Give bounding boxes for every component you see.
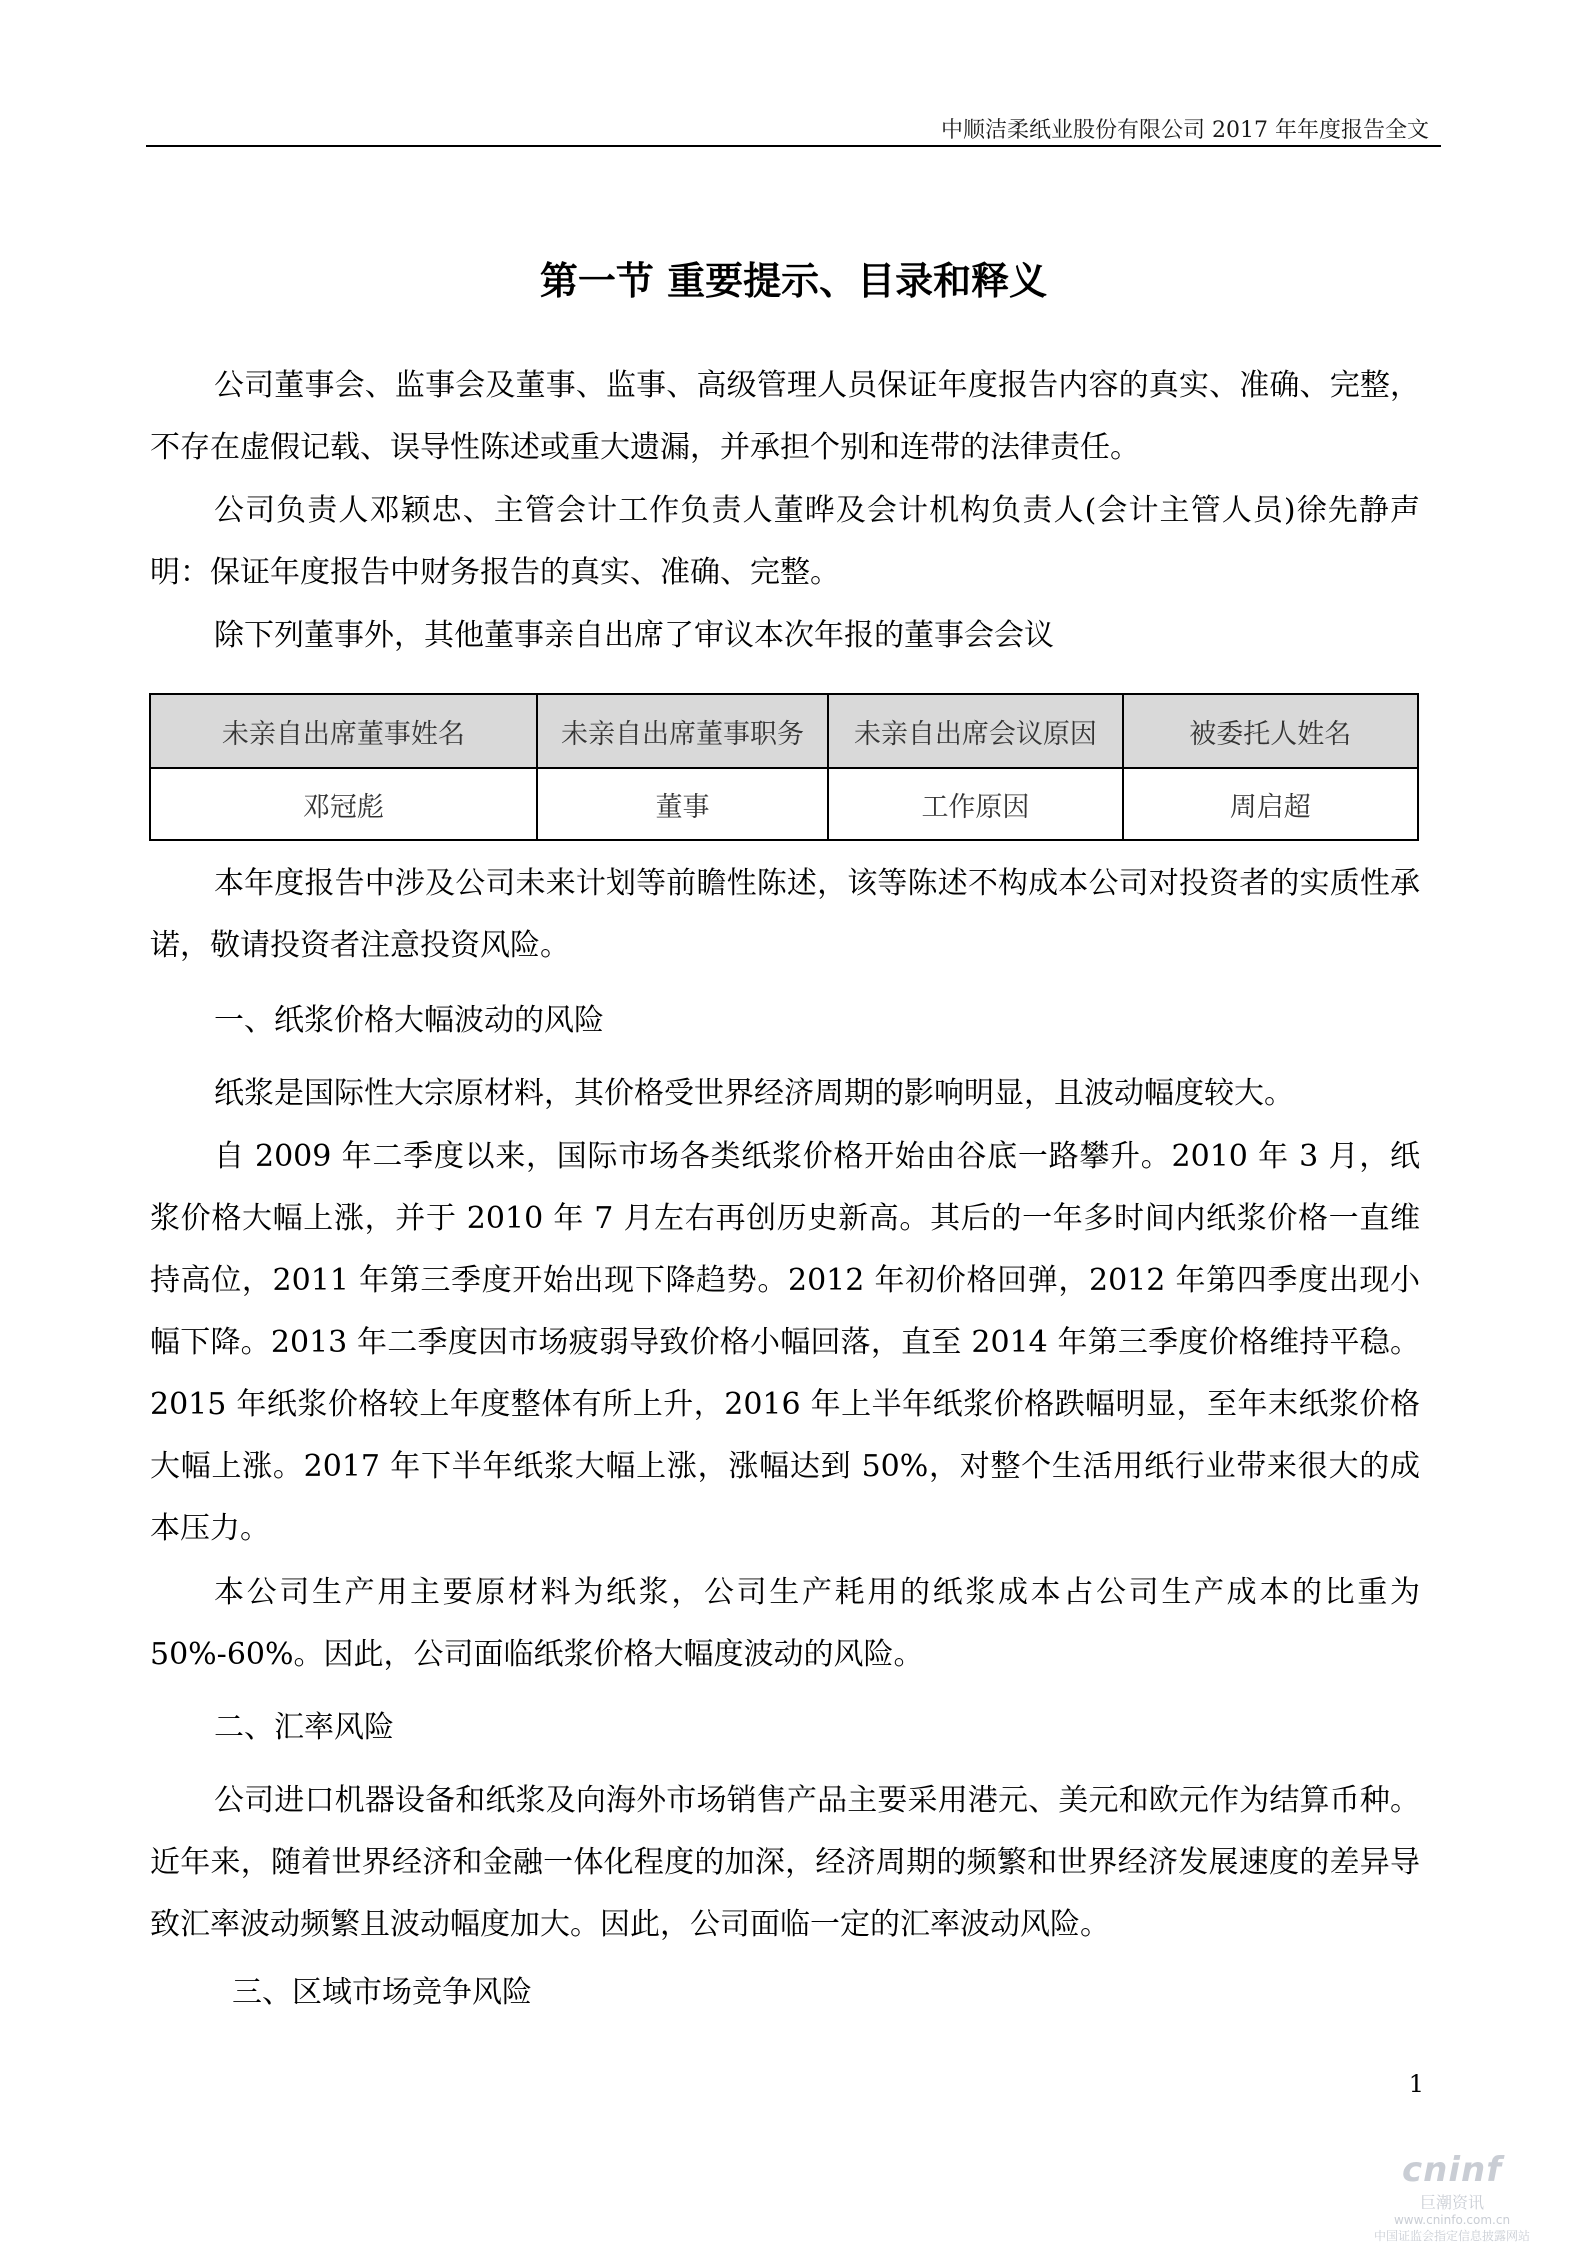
table-header-cell: 未亲自出席董事职务 xyxy=(537,694,829,768)
table-header-cell: 未亲自出席董事姓名 xyxy=(150,694,537,768)
table-cell: 邓冠彪 xyxy=(150,768,537,840)
heading-pulp-risk: 一、纸浆价格大幅波动的风险 xyxy=(214,1003,604,1038)
paragraph-declaration: 公司负责人邓颖忠、主管会计工作负责人董晔及会计机构负责人(会计主管人员)徐先静声明：保证年度报告中财务报告的真实、准确、完整。 xyxy=(150,493,1420,590)
watermark-sub: 巨潮资讯 xyxy=(1419,2193,1484,2212)
watermark-brand: cninf xyxy=(1401,2150,1502,2190)
absent-directors-table xyxy=(149,693,1419,841)
section-title: 第一节 重要提示、目录和释义 xyxy=(539,259,1048,303)
paragraph-directors-note: 除下列董事外，其他董事亲自出席了审议本次年报的董事会会议 xyxy=(214,618,1054,653)
watermark-url: www.cninfo.com.cn xyxy=(1393,2213,1511,2227)
table-cell: 工作原因 xyxy=(828,768,1122,840)
watermark-footer: 中国证监会指定信息披露网站 xyxy=(1373,2229,1530,2243)
table-header-cell: 被委托人姓名 xyxy=(1123,694,1418,768)
header-text: 中顺洁柔纸业股份有限公司 2017 年年度报告全文 xyxy=(941,118,1429,143)
paragraph-forward-looking: 本年度报告中涉及公司未来计划等前瞻性陈述，该等陈述不构成本公司对投资者的实质性承诺，敬请投资者注意投资风险。 xyxy=(150,866,1420,963)
table-header-row xyxy=(150,694,1418,768)
paragraph-pulp-cost: 本公司生产用主要原材料为纸浆，公司生产耗用的纸浆成本占公司生产成本的比重为50%-60%。因此，公司面临纸浆价格大幅度波动的风险。 xyxy=(150,1575,1420,1672)
header-divider xyxy=(146,145,1441,147)
table-row xyxy=(150,768,1418,840)
table-header-cell: 未亲自出席会议原因 xyxy=(828,694,1122,768)
cninfo-watermark xyxy=(1357,2150,1547,2244)
heading-exchange-risk: 二、汇率风险 xyxy=(214,1710,394,1745)
table-cell: 周启超 xyxy=(1123,768,1418,840)
paragraph-responsibility: 公司董事会、监事会及董事、监事、高级管理人员保证年度报告内容的真实、准确、完整，不存在虚假记载、误导性陈述或重大遗漏，并承担个别和连带的法律责任。 xyxy=(150,368,1420,465)
table-cell: 董事 xyxy=(537,768,829,840)
page-number: 1 xyxy=(1408,2070,1424,2098)
paragraph-pulp-intro: 纸浆是国际性大宗原材料，其价格受世界经济周期的影响明显，且波动幅度较大。 xyxy=(214,1076,1294,1111)
paragraph-exchange-risk: 公司进口机器设备和纸浆及向海外市场销售产品主要采用港元、美元和欧元作为结算币种。近年来，随着世界经济和金融一体化程度的加深，经济周期的频繁和世界经济发展速度的差异导致汇率波动频繁且波动幅度加大。因此，公司面临一定的汇率波动风险。 xyxy=(150,1783,1420,1942)
heading-regional-risk: 三、区域市场竞争风险 xyxy=(232,1975,532,2010)
paragraph-pulp-history: 自 2009 年二季度以来，国际市场各类纸浆价格开始由谷底一路攀升。2010 年 3 月，纸浆价格大幅上涨，并于 2010 年 7 月左右再创历史新高。其后的一年多时间内纸浆价格一直维持高位，2011 年第三季度开始出现下降趋势。2012 年初价格回弹，2012 年第四季度出现小幅下降。2013 年二季度因市场疲弱导致价格小幅回落，直至 2014 年第三季度价格维持平稳。2015 年纸浆价格较上年度整体有所上升，2016 年上半年纸浆价格跌幅明显，至年末纸浆价格大幅上涨。2017 年下半年纸浆大幅上涨，涨幅达到 50%，对整个生活用纸行业带来很大的成本压力。 xyxy=(150,1139,1420,1546)
